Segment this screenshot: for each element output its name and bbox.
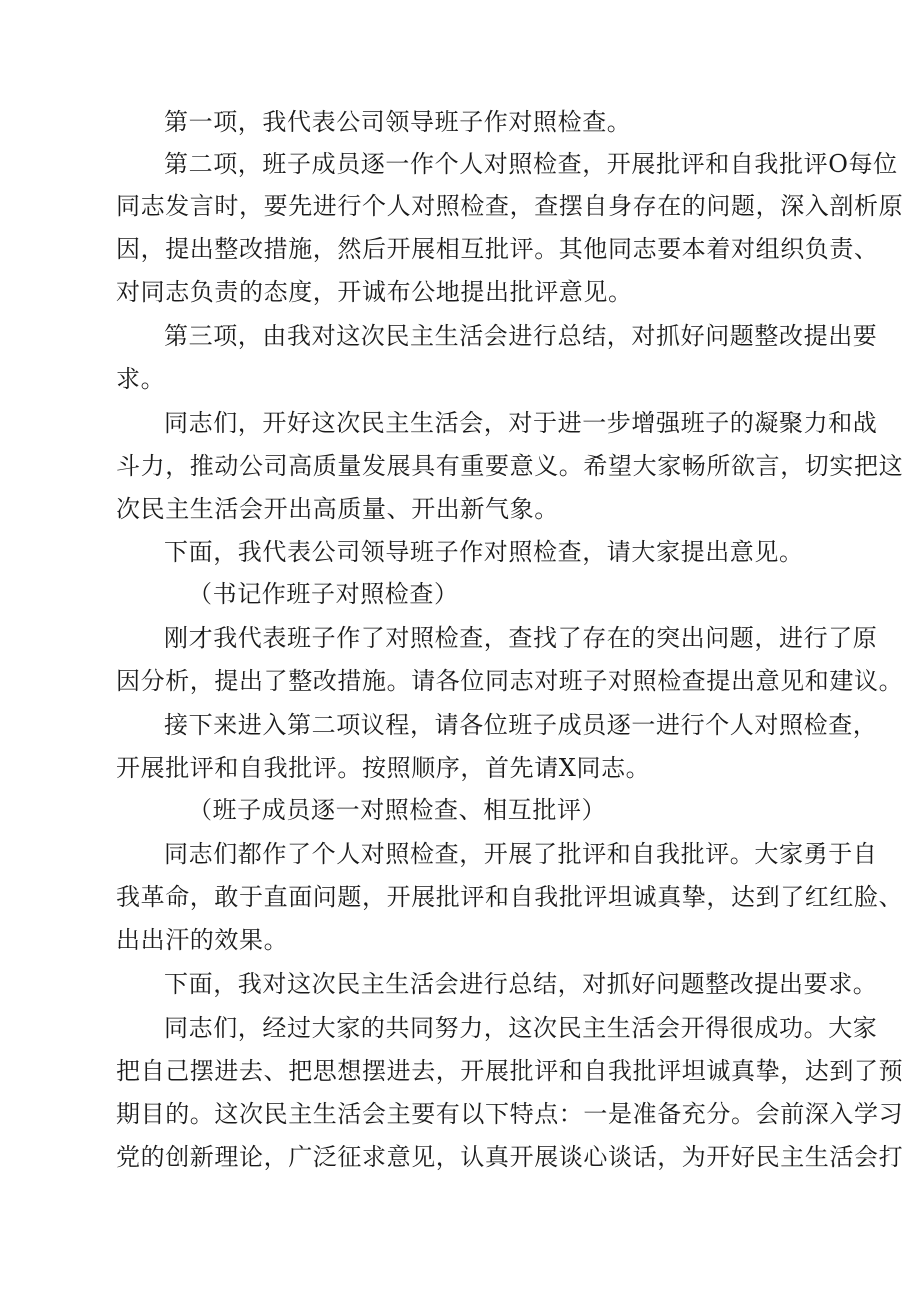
text-line: 接下来进入第二项议程，请各位班子成员逐一进行个人对照检查， [164,711,878,739]
text-line: 党的创新理论，广泛征求意见，认真开展谈心谈话，为开好民主生活会打 [116,1143,904,1171]
text-line: 期目的。这次民主生活会主要有以下特点：一是准备充分。会前深入学习 [116,1100,904,1128]
text-line: 第三项，由我对这次民主生活会进行总结，对抓好问题整改提出要 [164,322,878,350]
text-line: 下面，我代表公司领导班子作对照检查，请大家提出意见。 [164,538,804,566]
text-line: 次民主生活会开出高质量、开出新气象。 [116,495,559,523]
text-line: 把自己摆进去、把思想摆进去，开展批评和自我批评坦诚真挚，达到了预 [116,1057,904,1085]
text-line: 斗力，推动公司高质量发展具有重要意义。希望大家畅所欲言，切实把这 [116,452,904,480]
text-line: 求。 [116,365,166,393]
text-line: 同志们，经过大家的共同努力，这次民主生活会开得很成功。大家 [164,1014,878,1042]
text-line: 同志们，开好这次民主生活会，对于进一步增强班子的凝聚力和战 [164,409,878,437]
stage-note: （班子成员逐一对照检查、相互批评） [188,796,607,824]
text-line: 因分析，提出了整改措施。请各位同志对班子对照检查提出意见和建议。 [116,667,904,695]
text-line: 第二项，班子成员逐一作个人对照检查，开展批评和自我批评O每位 [164,150,898,178]
text-line: 因，提出整改措施，然后开展相互批评。其他同志要本着对组织负责、 [116,235,879,263]
text-line: 出出汗的效果。 [116,926,289,954]
text-line: 对同志负责的态度，开诚布公地提出批评意见。 [116,278,633,306]
stage-note: （书记作班子对照检查） [188,580,459,608]
text-line: 刚才我代表班子作了对照检查，查找了存在的突出问题，进行了原 [164,624,878,652]
text-line: 第一项，我代表公司领导班子作对照检查。 [164,108,632,136]
text-line: 同志发言时，要先进行个人对照检查，查摆自身存在的问题，深入剖析原 [116,192,904,220]
text-line: 我革命，敢于直面问题，开展批评和自我批评坦诚真挚，达到了红红脸、 [116,883,904,911]
text-line: 同志们都作了个人对照检查，开展了批评和自我批评。大家勇于自 [164,840,878,868]
text-line: 下面，我对这次民主生活会进行总结，对抓好问题整改提出要求。 [164,970,878,998]
text-line: 开展批评和自我批评。按照顺序，首先请X同志。 [116,754,651,782]
